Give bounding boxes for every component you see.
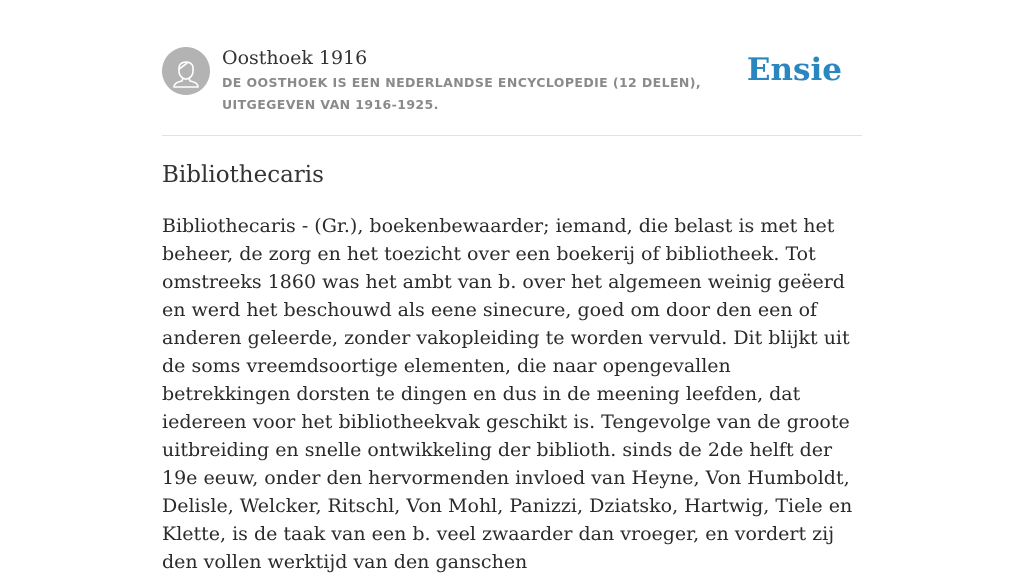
entry-body: Bibliothecaris - (Gr.), boekenbewaarder; iemand, die belast is met het beheer, de zorg en het toezicht over een boekerij of bibliotheek. Tot omstreeks 1860 was het ambt van b. over het algemeen weinig geëerd en werd het beschouwd als eene sinecure, goed om door den een of anderen geleerde, zonder vakopleiding te worden vervuld. Dit blijkt uit de soms vreemdsoortige elementen, die naar opengevallen betrekkingen dorsten te dingen en dus in de meening leefden, dat iedereen voor het bibliotheekvak geschikt is. Tengevolge van de groote uitbreiding en snelle ontwikkeling der biblioth. sinds de 2de helft der 19e eeuw, onder den hervormenden invloed van Heyne, Von Humboldt, Delisle, Welcker, Ritschl, Von Mohl, Panizzi, Dziatsko, Hartwig, Tiele en Klette, is de taak van een b. veel zwaarder dan vroeger, en vordert zij den vollen werktijd van den ganschen bbox=[162, 215, 853, 573]
source-info bbox=[222, 44, 762, 116]
brand-logo[interactable]: Ensie bbox=[746, 52, 842, 88]
user-outline-icon bbox=[162, 47, 210, 95]
source-name[interactable]: Oosthoek 1916 bbox=[222, 47, 368, 69]
source-avatar[interactable] bbox=[162, 47, 210, 95]
entry-title: Bibliothecaris bbox=[162, 162, 324, 188]
source-header bbox=[162, 0, 862, 136]
source-description: DE OOSTHOEK IS EEN NEDERLANDSE ENCYCLOPEDIE (12 DELEN), UITGEGEVEN VAN 1916-1925. bbox=[222, 75, 702, 112]
page bbox=[162, 0, 862, 573]
